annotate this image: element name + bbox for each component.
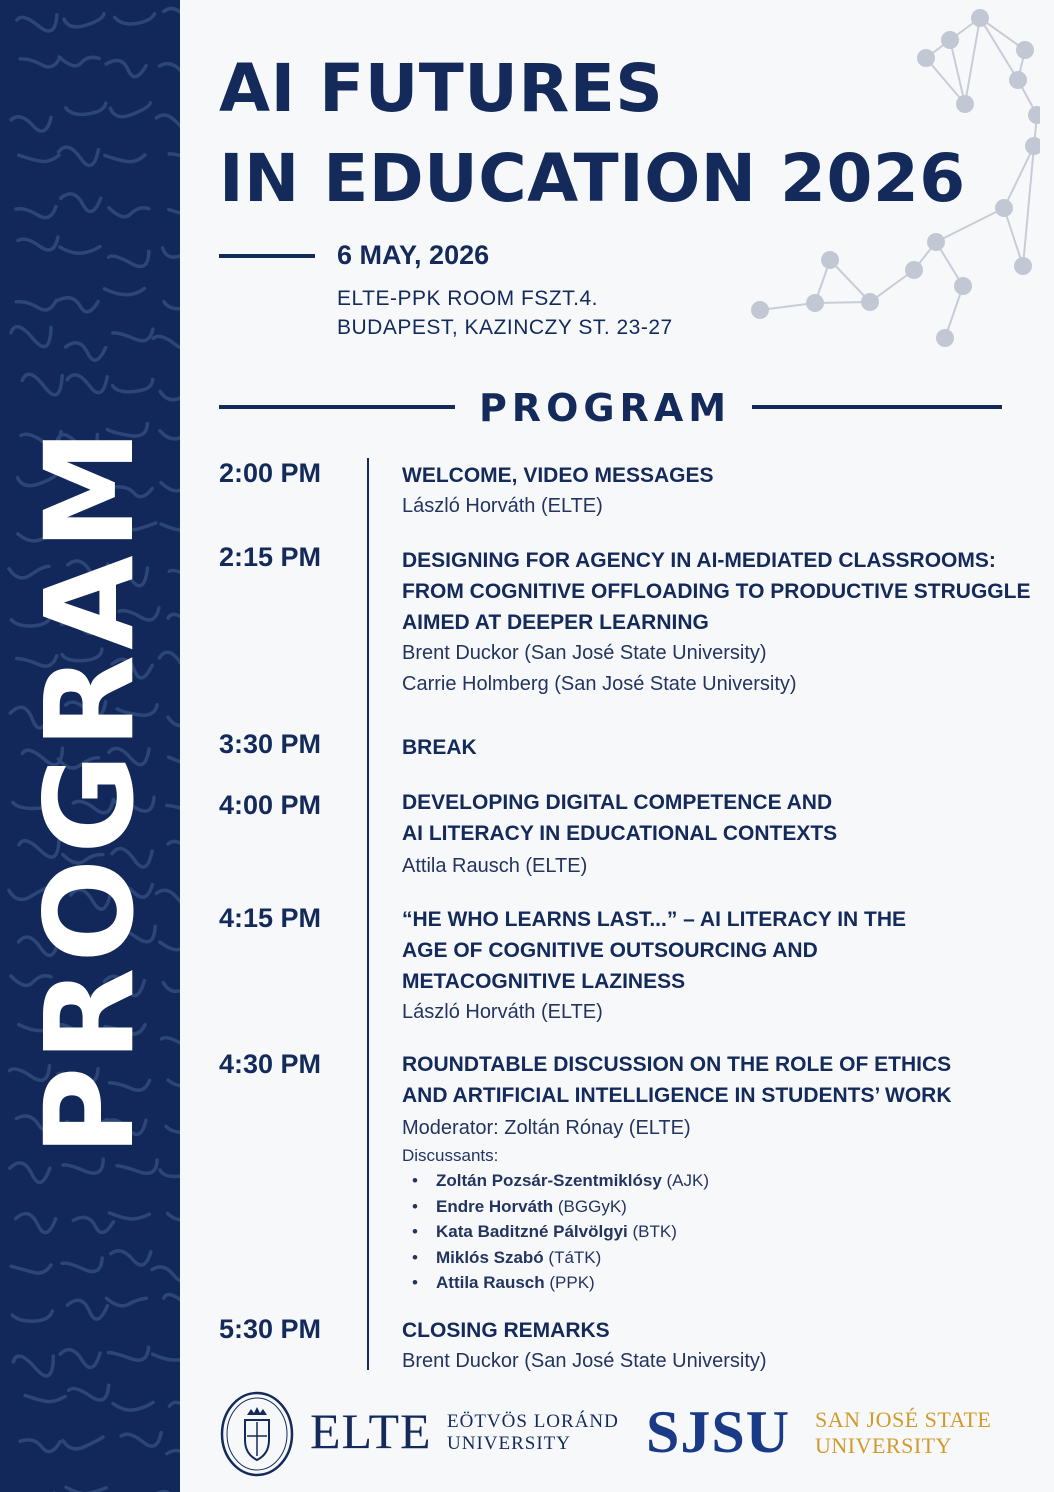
squiggle-shape — [67, 1300, 107, 1319]
program-rule-right — [752, 405, 1002, 409]
squiggle-shape — [169, 151, 180, 161]
time-label: 2:15 PM — [219, 542, 322, 572]
session-title: “HE WHO LEARNS LAST...” – AI LITERACY IN THE — [402, 908, 907, 931]
squiggle-shape — [113, 380, 153, 392]
squiggle-shape — [66, 1487, 106, 1492]
discussant-name: Miklós Szabó — [436, 1247, 544, 1267]
squiggle-shape — [164, 297, 180, 308]
squiggle-shape — [162, 1034, 180, 1049]
speaker: Attila Rausch (ELTE) — [402, 855, 588, 877]
schedule-item — [402, 732, 1042, 763]
squiggle-shape — [11, 327, 51, 347]
squiggle-shape — [18, 237, 58, 250]
session-title: AND ARTIFICIAL INTELLIGENCE IN STUDENTS’ WORK — [402, 1084, 952, 1107]
elte-logo-text: ELTE — [310, 1403, 432, 1459]
squiggle-shape — [61, 194, 101, 212]
speaker: László Horváth (ELTE) — [402, 495, 603, 517]
squiggle-shape — [109, 1347, 149, 1360]
squiggle-shape — [64, 14, 104, 27]
network-edge — [965, 18, 980, 104]
squiggle-shape — [163, 243, 180, 258]
discussant-name: Attila Rausch — [436, 1273, 545, 1292]
squiggle-shape — [20, 1440, 60, 1452]
elte-seal-icon — [219, 1390, 295, 1478]
speaker: Brent Duckor (San José State University) — [402, 642, 767, 664]
squiggle-shape — [164, 1292, 180, 1309]
squiggle-shape — [167, 804, 180, 813]
schedule-item — [402, 460, 1042, 522]
time-label: 2:00 PM — [219, 458, 322, 488]
squiggle-shape — [168, 613, 180, 630]
squiggle-shape — [105, 155, 145, 162]
session-title: ROUNDTABLE DISCUSSION ON THE ROLE OF ETHICS — [402, 1053, 952, 1076]
squiggle-shape — [163, 979, 180, 991]
discussant-name: Kata Baditzné Pálvölgyi — [436, 1222, 628, 1241]
discussant-unit: (BTK) — [632, 1222, 677, 1241]
squiggle-shape — [169, 757, 180, 763]
time-label: 5:30 PM — [219, 1314, 322, 1344]
network-node — [971, 9, 989, 27]
squiggle-shape — [113, 1402, 153, 1410]
squiggle-shape — [153, 1354, 180, 1360]
squiggle-shape — [160, 1164, 180, 1176]
sjsu-logo-text: SJSU — [646, 1399, 791, 1465]
squiggle-shape — [113, 329, 153, 341]
list-item — [412, 1168, 1042, 1194]
squiggle-shape — [16, 1214, 56, 1233]
squiggle-shape — [104, 288, 144, 294]
network-node — [1028, 106, 1040, 124]
time-label: 3:30 PM — [219, 729, 322, 759]
squiggle-shape — [22, 374, 62, 395]
program-rule-left — [219, 405, 455, 409]
discussants-label: Discussants: — [402, 1146, 499, 1165]
event-venue — [337, 284, 673, 342]
session-title: FROM COGNITIVE OFFLOADING TO PRODUCTIVE STRUGGLE — [402, 580, 1031, 603]
squiggle-shape — [164, 8, 180, 22]
squiggle-shape — [11, 1265, 51, 1273]
sjsu-full-name — [815, 1407, 991, 1459]
network-node — [927, 233, 945, 251]
squiggle-shape — [115, 14, 155, 24]
squiggle-shape — [20, 57, 60, 67]
squiggle-shape — [121, 1433, 161, 1447]
session-title: WELCOME, VIDEO MESSAGES — [402, 464, 714, 487]
squiggle-shape — [160, 64, 180, 77]
speaker: Brent Duckor (San José State University) — [402, 1350, 767, 1372]
discussant-unit: (PPK) — [549, 1273, 595, 1292]
venue-line1: ELTE-PPK ROOM FSZT.4. — [337, 287, 598, 310]
network-node — [995, 199, 1013, 217]
network-node — [806, 294, 824, 312]
squiggle-shape — [152, 1267, 180, 1281]
squiggle-shape — [167, 1450, 180, 1465]
elte-full-name-line1: EÖTVÖS LORÁND — [447, 1411, 619, 1432]
squiggle-shape — [12, 1311, 52, 1321]
sjsu-full-name-line2: UNIVERSITY — [815, 1433, 952, 1458]
session-title: AGE OF COGNITIVE OUTSOURCING AND — [402, 939, 818, 962]
squiggle-shape — [60, 1350, 100, 1368]
network-node — [1025, 137, 1040, 155]
schedule-item — [402, 1049, 1042, 1296]
sidebar-banner — [0, 0, 180, 1492]
list-item — [412, 1219, 1042, 1245]
network-node — [954, 277, 972, 295]
list-item — [412, 1245, 1042, 1271]
squiggle-shape — [110, 103, 150, 117]
squiggle-shape — [161, 524, 180, 530]
speaker: László Horváth (ELTE) — [402, 1001, 603, 1023]
elte-full-name — [447, 1411, 619, 1455]
event-date: 6 MAY, 2026 — [337, 240, 490, 270]
squiggle-shape — [66, 343, 106, 360]
schedule-item — [402, 904, 1042, 1028]
squiggle-shape — [73, 1217, 113, 1232]
timeline-divider — [367, 458, 369, 1370]
moderator: Moderator: Zoltán Rónay (ELTE) — [402, 1117, 691, 1139]
network-edge — [980, 18, 1018, 80]
squiggle-shape — [168, 1211, 180, 1221]
squiggle-shape — [67, 375, 107, 393]
squiggle-shape — [66, 103, 106, 114]
session-title: METACOGNITIVE LAZINESS — [402, 970, 686, 993]
schedule-item — [402, 1315, 1042, 1377]
program-heading: PROGRAM — [478, 386, 732, 430]
squiggle-shape — [111, 1251, 151, 1265]
elte-full-name-line2: UNIVERSITY — [447, 1433, 571, 1454]
network-node — [861, 293, 879, 311]
squiggle-shape — [106, 60, 146, 76]
squiggle-shape — [58, 147, 98, 165]
squiggle-shape — [161, 483, 180, 491]
discussant-unit: (BGGyK) — [557, 1196, 627, 1216]
squiggle-shape — [159, 652, 180, 672]
squiggle-shape — [10, 1163, 50, 1182]
session-title: DEVELOPING DIGITAL COMPETENCE AND — [402, 791, 833, 814]
squiggle-shape — [153, 334, 180, 348]
squiggle-shape — [16, 207, 56, 218]
list-item — [412, 1194, 1042, 1220]
squiggle-shape — [160, 429, 180, 439]
network-node — [751, 301, 769, 319]
network-edge — [1004, 208, 1023, 266]
session-title: CLOSING REMARKS — [402, 1319, 610, 1342]
session-title: BREAK — [402, 736, 477, 759]
discussant-unit: (TáTK) — [548, 1247, 602, 1267]
squiggle-shape — [168, 1077, 180, 1086]
squiggle-shape — [16, 300, 56, 310]
time-label: 4:30 PM — [219, 1049, 322, 1079]
squiggle-shape — [106, 1298, 146, 1306]
session-title: DESIGNING FOR AGENCY IN AI-MEDIATED CLASSROOMS: — [402, 549, 996, 572]
schedule-item — [402, 787, 1042, 882]
date-divider — [219, 254, 315, 258]
discussant-name: Endre Horváth — [436, 1196, 554, 1216]
network-node — [1009, 71, 1027, 89]
squiggle-shape — [109, 1213, 149, 1219]
squiggle-shape — [13, 1356, 53, 1376]
network-node — [905, 261, 923, 279]
squiggle-shape — [63, 1159, 103, 1173]
squiggle-shape — [19, 155, 59, 161]
session-title: AI LITERACY IN EDUCATIONAL CONTEXTS — [402, 822, 838, 845]
event-title-line2: IN EDUCATION 2026 — [219, 140, 966, 217]
squiggle-shape — [169, 566, 180, 581]
squiggle-shape — [169, 209, 180, 215]
squiggle-shape — [63, 1437, 103, 1449]
time-label: 4:00 PM — [219, 790, 322, 820]
network-node — [936, 329, 954, 347]
discussant-name: Zoltán Pozsár-Szentmiklósy — [436, 1171, 662, 1190]
squiggle-shape — [62, 1258, 102, 1271]
squiggle-shape — [166, 1122, 180, 1132]
squiggle-shape — [169, 1402, 180, 1418]
discussants-list — [402, 1168, 1042, 1296]
network-node — [1014, 257, 1032, 275]
session-title: AIMED AT DEEPER LEARNING — [402, 611, 709, 634]
speaker: Carrie Holmberg (San José State University) — [402, 673, 797, 695]
squiggle-shape — [109, 251, 149, 266]
squiggle-shape — [25, 1395, 65, 1401]
squiggle-shape — [69, 1385, 109, 1400]
squiggle-shape — [168, 840, 180, 855]
time-label: 4:15 PM — [219, 903, 322, 933]
squiggle-shape — [17, 15, 57, 31]
network-node — [821, 251, 839, 269]
sidebar-program-word: PROGRAM — [19, 424, 161, 1156]
squiggle-shape — [11, 117, 51, 131]
squiggle-shape — [109, 208, 149, 217]
network-node — [1016, 41, 1034, 59]
sjsu-full-name-line1: SAN JOSÉ STATE — [815, 1407, 992, 1432]
squiggle-shape — [160, 942, 180, 950]
squiggle-shape — [156, 115, 180, 129]
venue-line2: BUDAPEST, KAZINCZY ST. 23-27 — [337, 316, 673, 339]
event-title-line1: AI FUTURES — [219, 50, 664, 127]
list-item — [412, 1270, 1042, 1296]
squiggle-shape — [58, 298, 98, 312]
squiggle-shape — [168, 714, 180, 726]
discussant-unit: (AJK) — [666, 1171, 710, 1190]
event-title — [219, 44, 966, 224]
squiggle-shape — [59, 57, 99, 66]
squiggle-shape — [117, 1160, 157, 1173]
squiggle-shape — [160, 388, 180, 400]
squiggle-shape — [60, 247, 100, 254]
schedule-item — [402, 545, 1042, 700]
